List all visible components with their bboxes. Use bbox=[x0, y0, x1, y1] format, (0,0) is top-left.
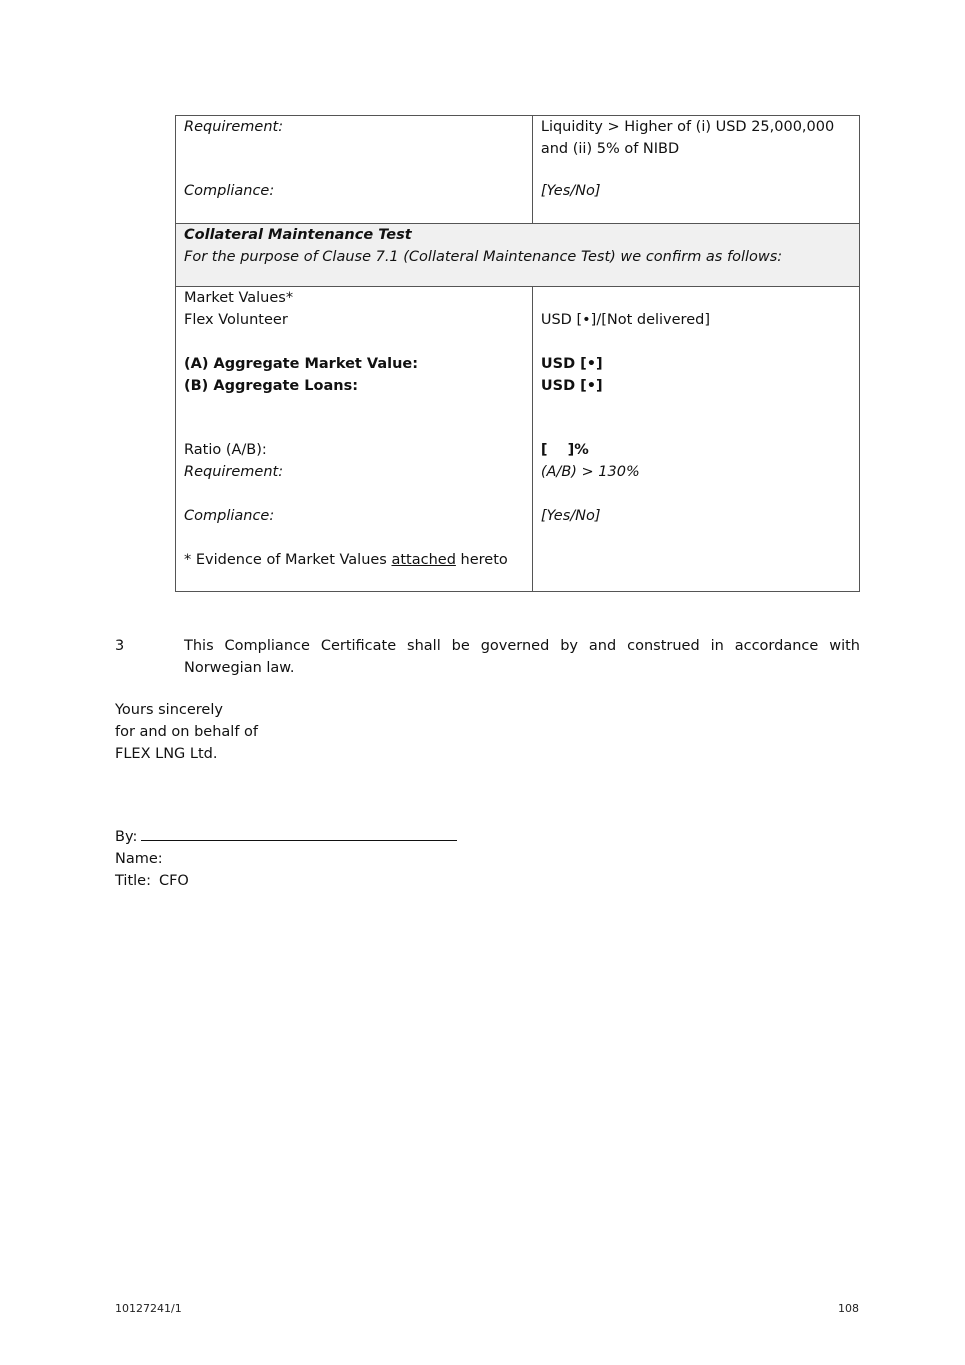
evidence-prefix: * Evidence of Market Values bbox=[184, 552, 392, 568]
footer-doc-ref: 10127241/1 bbox=[115, 1302, 182, 1315]
aggregate-loans-label: (B) Aggregate Loans: bbox=[184, 378, 359, 394]
collateral-compliance-label: Compliance: bbox=[184, 508, 275, 524]
signature-block bbox=[115, 826, 457, 892]
title-label: Title: bbox=[115, 873, 151, 889]
vessel-label: Flex Volunteer bbox=[184, 312, 288, 328]
liquidity-value-cell bbox=[532, 116, 859, 224]
collateral-label-cell bbox=[176, 287, 533, 592]
collateral-requirement-value: (A/B) > 130% bbox=[540, 464, 640, 480]
footer-page-number: 108 bbox=[838, 1302, 859, 1315]
collateral-compliance-value: [Yes/No] bbox=[540, 508, 601, 524]
collateral-value-cell bbox=[532, 287, 859, 592]
by-label: By: bbox=[115, 829, 138, 845]
closing-salutation: Yours sincerely bbox=[115, 702, 223, 718]
closing-on-behalf: for and on behalf of bbox=[115, 724, 259, 740]
evidence-attached-text: attached bbox=[391, 552, 456, 568]
vessel-value: USD [•]/[Not delivered] bbox=[540, 312, 710, 328]
compliance-table bbox=[175, 115, 860, 592]
liquidity-compliance-value: [Yes/No] bbox=[540, 183, 601, 199]
collateral-values-row bbox=[176, 287, 860, 592]
liquidity-label-cell bbox=[176, 116, 533, 224]
evidence-note bbox=[184, 549, 524, 571]
collateral-heading-row bbox=[176, 224, 860, 287]
evidence-suffix: hereto bbox=[455, 552, 508, 568]
liquidity-requirement-value-line2: and (ii) 5% of NIBD bbox=[540, 141, 680, 157]
liquidity-requirement-value-line1: Liquidity > Higher of (i) USD 25,000,000 bbox=[540, 119, 835, 135]
closing-company: FLEX LNG Ltd. bbox=[115, 746, 218, 762]
aggregate-market-value-label: (A) Aggregate Market Value: bbox=[184, 356, 419, 372]
clause-text: This Compliance Certificate shall be governed by and construed in accordance with Norwegian law. bbox=[184, 638, 860, 676]
collateral-requirement-label: Requirement: bbox=[184, 464, 284, 480]
title-value: CFO bbox=[158, 873, 189, 889]
liquidity-requirement-label: Requirement: bbox=[184, 119, 284, 135]
aggregate-market-value: USD [•] bbox=[540, 356, 603, 372]
name-label: Name: bbox=[115, 851, 163, 867]
collateral-intro: For the purpose of Clause 7.1 (Collateral Maintenance Test) we confirm as follows: bbox=[184, 249, 783, 265]
aggregate-loans-value: USD [•] bbox=[540, 378, 603, 394]
liquidity-row bbox=[176, 116, 860, 224]
closing-block bbox=[115, 699, 258, 765]
signature-line bbox=[141, 826, 457, 841]
market-values-label: Market Values* bbox=[184, 290, 294, 306]
clause-number: 3 bbox=[115, 638, 125, 654]
collateral-heading: Collateral Maintenance Test bbox=[184, 227, 412, 243]
liquidity-compliance-label: Compliance: bbox=[184, 183, 275, 199]
clause-3 bbox=[115, 635, 860, 679]
ratio-value: [ ]% bbox=[540, 442, 589, 458]
ratio-label: Ratio (A/B): bbox=[184, 442, 267, 458]
collateral-heading-cell bbox=[176, 224, 860, 287]
